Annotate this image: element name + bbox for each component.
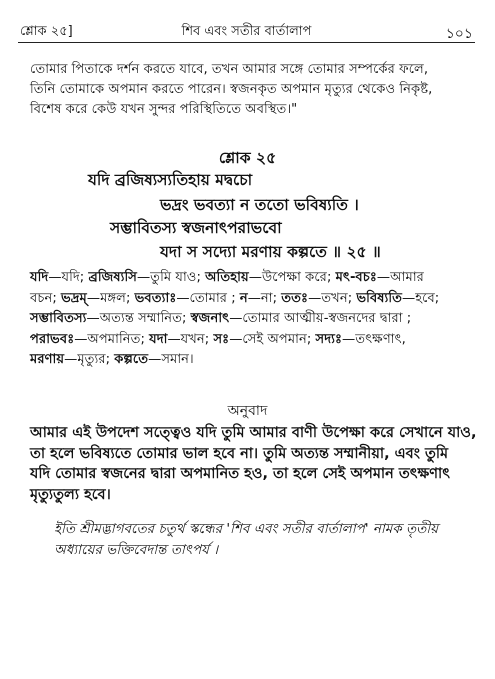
synonym-meaning: —হবে;: [402, 290, 440, 306]
synonym-word: যদা: [149, 331, 168, 347]
synonym-word: মরণায়: [30, 352, 65, 367]
verse-line: যদা স সদ্যো মরণায় কল্পতে ॥ ২৫ ॥: [160, 243, 381, 261]
synonym-word: ভদ্রম্: [60, 290, 87, 306]
synonym-word: কল্পতে: [114, 352, 149, 367]
chapter-colophon: [54, 519, 474, 561]
synonym-word: ততঃ: [281, 290, 309, 306]
synonym-meaning: —তৎক্ষণাৎ,: [342, 331, 406, 347]
text-line: তোমার পিতাকে দর্শন করতে যাবে, তখন আমার সঙ্গে তোমার সম্পর্কের ফলে,: [30, 62, 429, 77]
synonym-word: মৎ-বচঃ: [335, 270, 377, 285]
synonym-meaning: —অত্যন্ত সম্মানিত;: [86, 311, 191, 326]
verse-line: যদি ব্রজিষ্যস্যতিহায় মদ্বচো: [88, 171, 253, 189]
synonym-meaning: —আমার: [376, 270, 424, 285]
synonym-line: [30, 289, 470, 310]
text-line: মৃত্যুতুল্য হবে।: [30, 486, 111, 503]
synonym-meaning: বচন;: [30, 290, 61, 306]
synonyms-block: [30, 268, 470, 371]
text-line: তা হলে ভবিষ্যতে তোমার ভাল হবে না। তুমি অত্যন্ত সম্মানীয়া, এবং তুমি: [30, 445, 449, 462]
synonym-word: সঃ: [213, 331, 230, 347]
synonym-word: ভবিষ্যতি: [356, 290, 403, 306]
synonym-meaning: —তখন;: [308, 290, 357, 306]
translation-text: [30, 423, 477, 505]
synonym-word: পরাভবঃ: [30, 331, 75, 347]
synonym-meaning: —মৃত্যুর;: [64, 352, 115, 367]
synonym-word: সম্ভাবিতস্য: [30, 311, 87, 326]
synonym-meaning: —তুমি যাও;: [136, 270, 206, 285]
synonym-word: ব্রজিষ্যসি: [88, 270, 137, 285]
synonym-line: [30, 268, 470, 289]
header-chapter-title: শিব এবং সতীর বার্তালাপ: [181, 24, 312, 39]
synonym-line: [30, 350, 470, 371]
synonym-word: স্বজনাৎ: [190, 311, 230, 326]
synonym-meaning: —না;: [247, 290, 282, 306]
synonym-meaning: —সমান।: [148, 352, 194, 367]
synonym-meaning: —তোমার ;: [176, 290, 240, 306]
header-rule: [18, 42, 475, 43]
running-header: [20, 22, 473, 42]
synonym-word: ন: [239, 290, 248, 306]
text-line: যদি তোমার স্বজনের দ্বারা অপমানিত হও, তা হলে সেই অপমান তৎক্ষণাৎ: [30, 466, 450, 482]
translation-heading: অনুবাদ: [227, 403, 268, 419]
verse-line: সম্ভাবিতস্য স্বজনাৎপরাভবো: [110, 219, 282, 237]
text-line: ইতি শ্রীমদ্ভাগবতের চতুর্থ স্কন্ধের 'শিব এবং সতীর বার্তালাপ' নামক তৃতীয়: [54, 521, 439, 537]
synonym-line: [30, 330, 470, 351]
synonym-word: অতিহায়: [205, 270, 249, 285]
synonym-meaning: —তোমার আত্মীয়-স্বজনদের দ্বারা ;: [229, 311, 412, 326]
verse-heading: শ্লোক ২৫: [218, 149, 277, 167]
synonym-meaning: —উপেক্ষা করে;: [248, 270, 336, 285]
synonym-meaning: —যদি;: [48, 270, 89, 285]
text-line: অধ্যায়ের ভক্তিবেদান্ত তাৎপর্য ।: [54, 542, 219, 558]
synonym-meaning: —মঙ্গল;: [86, 290, 135, 306]
text-line: তিনি তোমাকে অপমান করতে পারেন। স্বজনকৃত অপমান মৃত্যুর থেকেও নিকৃষ্ট,: [30, 82, 433, 97]
text-line: আমার এই উপদেশ সত্ত্বেও যদি তুমি আমার বাণী উপেক্ষা করে সেখানে যাও,: [30, 425, 477, 441]
text-line: বিশেষ করে কেউ যখন সুন্দর পরিস্থিতিতে অবস্থিত।": [30, 102, 298, 117]
synonym-meaning: —অপমানিত;: [74, 331, 150, 347]
header-verse-ref: শ্লোক ২৫]: [20, 24, 73, 39]
synonym-meaning: —যখন;: [167, 331, 214, 347]
synonym-word: সদ্যঃ: [315, 331, 343, 347]
synonym-line: [30, 309, 470, 330]
purport-continuation: [30, 60, 470, 120]
synonym-word: ভবত্যাঃ: [134, 290, 177, 306]
verse-line: ভদ্রং ভবত্যা ন ততো ভবিষ্যতি ।: [160, 196, 359, 214]
page-number: ১০১: [445, 26, 473, 42]
synonym-word: যদি: [30, 270, 49, 285]
synonym-meaning: —সেই অপমান;: [229, 331, 316, 347]
